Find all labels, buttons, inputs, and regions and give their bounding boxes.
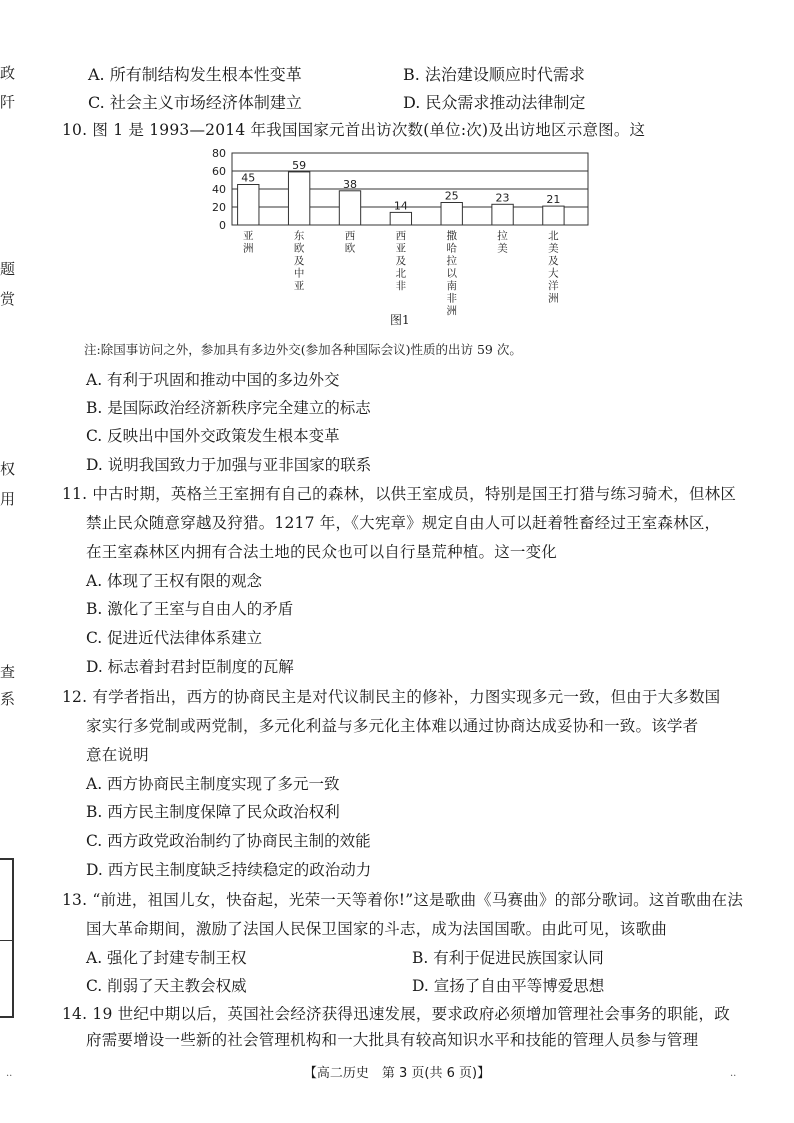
q13-stem-line1: 13. “前进，祖国儿女，快奋起，光荣一天等着你!”这是歌曲《马赛曲》的部分歌词。这首歌曲在法 [62,891,744,909]
q9-options-row1 [28,62,718,85]
margin-char: 题 [0,260,16,278]
data-label: 23 [495,191,510,205]
q11-option-b: B. 激化了王室与自由人的矛盾 [86,600,294,618]
q12-option-d: D. 西方民主制度缺乏持续稳定的政治动力 [86,861,372,879]
q11-option-a: A. 体现了王权有限的观念 [86,572,263,590]
q10-figure-caption: 图1 [390,313,410,327]
category-label: 西亚及北非 [395,230,407,292]
q11-option-d: D. 标志着封君封臣制度的瓦解 [86,658,294,676]
q13-option-d: D. 宣扬了自由平等博爱思想 [412,977,605,995]
category-label: 西欧 [344,230,356,255]
category-label: 东欧及中亚 [293,230,305,292]
q13-option-a: A. 强化了封建专制王权 [86,949,247,967]
q10-stem: 10. 图 1 是 1993—2014 年我国国家元首出访次数(单位:次)及出访地区示意图。这 [62,121,646,139]
category-label: 北美及大洋洲 [548,230,559,305]
q9-options-row2 [28,90,718,113]
q12-stem-line1: 12. 有学者指出，西方的协商民主是对代议制民主的修补，力图实现多元一致，但由于大多数国 [62,688,721,706]
category-label: 撒哈拉以南非洲 [446,230,457,317]
margin-char: 赏 [0,290,16,308]
q10-bar-chart [200,145,600,325]
data-label: 59 [292,158,307,172]
margin-char: 阡 [0,93,16,111]
data-label: 21 [546,193,561,207]
category-label: 拉美 [497,230,508,255]
margin-box [0,858,14,1018]
q14-stem-line2: 府需要增设一些新的社会管理机构和一大批具有较高知识水平和技能的管理人员参与管理 [86,1031,699,1049]
bar [492,204,513,225]
q11-stem-line3: 在王室森林区内拥有合法土地的民众也可以自行垦荒种植。这一变化 [86,543,558,561]
margin-char: 查 [0,663,16,681]
bar [339,191,360,225]
q12-option-c: C. 西方政党政治制约了协商民主制的效能 [86,832,371,850]
bar [543,206,564,225]
category-label: 亚洲 [243,230,254,255]
data-label: 25 [444,189,459,203]
q9-option-a: A. 所有制结构发生根本性变革 [88,65,302,84]
q9-option-c: C. 社会主义市场经济体制建立 [88,93,302,112]
q12-option-b: B. 西方民主制度保障了民众政治权利 [86,803,340,821]
q12-stem-line2: 家实行多党制或两党制，多元化利益与多元化主体难以通过协商达成妥协和一致。该学者 [86,717,699,735]
y-tick-label: 80 [212,147,226,160]
q13-option-b: B. 有利于促进民族国家认同 [412,949,604,967]
margin-char: 系 [0,690,16,708]
bar [288,172,309,225]
data-label: 45 [241,171,256,185]
y-tick-label: 0 [219,219,226,232]
left-margin-fragments [0,0,30,1123]
page-footer: 【高二历史 第 3 页(共 6 页)】 [303,1066,491,1081]
bar [238,185,259,226]
bar [390,212,411,225]
margin-char: 权 [0,460,16,478]
q10-option-d: D. 说明我国致力于加强与亚非国家的联系 [86,456,372,474]
y-tick-label: 60 [212,165,226,178]
q10-option-c: C. 反映出中国外交政策发生根本变革 [86,427,340,445]
q10-option-b: B. 是国际政治经济新秩序完全建立的标志 [86,399,371,417]
corner-mark-right: .. [730,1068,737,1079]
margin-char: 政 [0,64,16,82]
y-tick-label: 20 [212,201,226,214]
q12-stem-line3: 意在说明 [86,746,149,764]
q13-stem-line2: 国大革命期间，激励了法国人民保卫国家的斗志，成为法国国歌。由此可见，该歌曲 [86,920,667,938]
q11-option-c: C. 促进近代法律体系建立 [86,629,263,647]
data-label: 38 [342,177,357,191]
margin-char: 用 [0,490,16,508]
data-label: 14 [393,199,408,213]
q11-stem-line1: 11. 中古时期，英格兰王室拥有自己的森林，以供王室成员，特别是国王打猎与练习骑术，但林区 [62,485,737,503]
bar [441,203,462,226]
q9-option-d: D. 民众需求推动法律制定 [403,93,586,112]
q10-note: 注:除国事访问之外，参加具有多边外交(参加各种国际会议)性质的出访 59 次。 [84,342,522,357]
q9-option-b: B. 法治建设顺应时代需求 [403,65,585,84]
q14-stem-line1: 14. 19 世纪中期以后，英国社会经济获得迅速发展，要求政府必须增加管理社会事务的职能，政 [62,1005,730,1023]
q11-stem-line2: 禁止民众随意穿越及狩猎。1217 年，《大宪章》规定自由人可以赶着牲畜经过王室森林区， [86,514,721,532]
margin-box-divider [0,940,12,941]
corner-mark-left: .. [6,1068,13,1079]
q13-option-c: C. 削弱了天主教会权威 [86,977,247,995]
q12-option-a: A. 西方协商民主制度实现了多元一致 [86,775,340,793]
y-tick-label: 40 [212,183,226,196]
q10-option-a: A. 有利于巩固和推动中国的多边外交 [86,371,340,389]
